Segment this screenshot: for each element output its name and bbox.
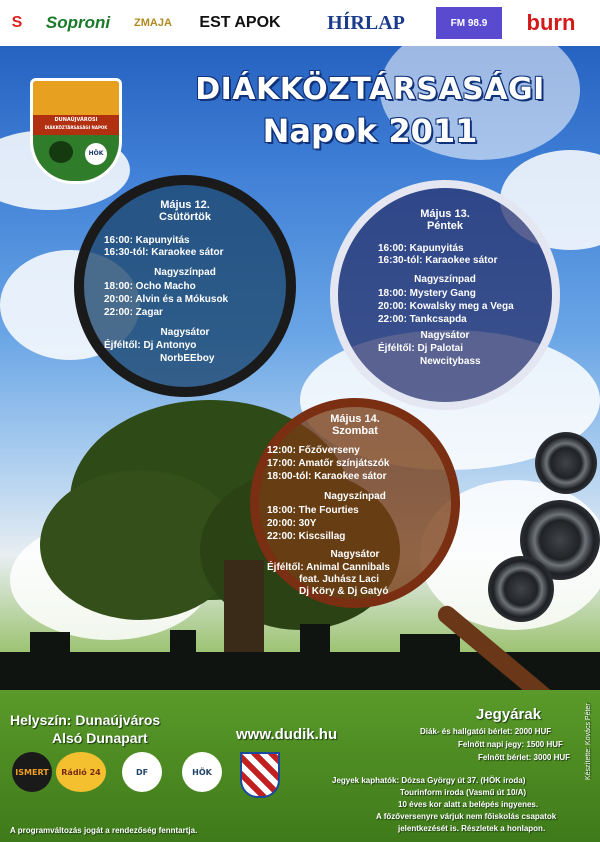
ticket-price: Diák- és hallgatói bérlet: 2000 HUF xyxy=(420,727,552,736)
day-date: Május 12. xyxy=(160,199,210,211)
schedule-item: 12:00: Főzőverseny xyxy=(267,445,360,456)
schedule-item: feat. Juhász Laci xyxy=(299,574,380,585)
partner-logo: DF xyxy=(122,752,162,792)
coat-of-arms-icon xyxy=(240,752,280,798)
tent-title: Nagysátor xyxy=(330,549,380,560)
schedule-item: Newcitybass xyxy=(420,356,481,367)
schedule-day-1 xyxy=(74,175,296,397)
schedule-item: 18:00-tól: Karaokee sátor xyxy=(267,471,387,482)
poster-title: DIÁKKÖZTÁRSASÁGI xyxy=(195,72,545,107)
schedule-item: 20:00: 30Y xyxy=(267,518,317,529)
sponsor-logo: Soproni xyxy=(45,13,111,32)
sponsor-logo: ZMAJA xyxy=(134,17,172,29)
speaker-graphic xyxy=(535,432,597,494)
schedule-item: Dj Köry & Dj Gatyó xyxy=(299,586,389,597)
festival-logo xyxy=(30,78,122,184)
schedule-item: 16:30-tól: Karaokee sátor xyxy=(104,247,224,258)
skyline-building xyxy=(170,630,196,656)
day-date: Május 14. xyxy=(330,413,380,425)
speaker-graphic xyxy=(488,556,554,622)
schedule-item: 16:00: Kapunyitás xyxy=(378,243,464,254)
stage-title: Nagyszínpad xyxy=(414,274,476,285)
logo-tree-icon xyxy=(49,141,73,163)
schedule-item: 16:30-tól: Karaokee sátor xyxy=(378,255,498,266)
sponsor-logo: EST APOK xyxy=(199,14,281,31)
schedule-item: 20:00: Alvin és a Mókusok xyxy=(104,294,229,305)
schedule-day-3 xyxy=(250,398,460,608)
stage-title: Nagyszínpad xyxy=(324,491,386,502)
day-date: Május 13. xyxy=(420,208,470,220)
schedule-item: 22:00: Kiscsillag xyxy=(267,531,346,542)
skyline-building xyxy=(30,632,70,656)
schedule-item: 20:00: Kowalsky meg a Vega xyxy=(378,301,514,312)
day-weekday: Péntek xyxy=(426,220,464,232)
partner-logo: HÖK xyxy=(182,752,222,792)
schedule-item: Éjféltől: Dj Antonyo xyxy=(104,340,197,351)
tent-title: Nagysátor xyxy=(160,327,210,338)
day-weekday: Csütörtök xyxy=(159,211,211,223)
ticket-price: Felnőtt napi jegy: 1500 HUF xyxy=(458,740,563,749)
schedule-item: 18:00: The Fourties xyxy=(267,505,359,516)
disclaimer: A programváltozás jogát a rendezőség fenntartja. xyxy=(10,826,198,835)
ticket-info: Tourinform iroda (Vasmű út 10/A) xyxy=(400,788,527,797)
schedule-item: 18:00: Ocho Macho xyxy=(104,281,196,292)
schedule-item: 17:00: Amatőr színjátszók xyxy=(267,458,390,469)
stage-title: Nagyszínpad xyxy=(154,267,216,278)
sponsor-logo: S xyxy=(11,14,23,31)
schedule-item: Éjféltől: Animal Cannibals xyxy=(267,562,390,573)
sponsor-logo: FM 98.9 xyxy=(436,7,502,39)
sponsor-bar xyxy=(0,0,600,46)
schedule-item: Éjféltől: Dj Palotai xyxy=(378,343,464,354)
logo-text: DIÁKKÖZTÁRSASÁGI NAPOK xyxy=(44,125,108,130)
venue-place: Alsó Dunapart xyxy=(52,730,148,746)
day-weekday: Szombat xyxy=(332,425,378,437)
schedule-item: 22:00: Tankcsapda xyxy=(378,314,467,325)
ticket-info: jelentkezését is. Részletek a honlapon. xyxy=(398,824,546,833)
partner-logo: ISMERT xyxy=(12,752,52,792)
skyline-building xyxy=(400,634,460,656)
ticket-info: Jegyek kaphatók: Dózsa György út 37. (HÖK iroda) xyxy=(332,776,526,785)
logo-badge: HÖK xyxy=(85,143,107,165)
skyline-building xyxy=(300,624,330,656)
logo-text: DUNAÚJVÁROSI xyxy=(54,117,98,123)
schedule-item: 16:00: Kapunyitás xyxy=(104,235,190,246)
partner-logo: Rádió 24 xyxy=(56,752,106,792)
poster-subtitle: Napok 2011 xyxy=(262,112,478,150)
tent-title: Nagysátor xyxy=(420,330,470,341)
tickets-title: Jegyárak xyxy=(476,706,542,723)
venue-city: Helyszín: Dunaújváros xyxy=(10,712,161,728)
credit: Készítette: Kovács Péter xyxy=(585,703,592,780)
sponsor-logo: HÍRLAP xyxy=(327,11,405,34)
schedule-day-2 xyxy=(330,180,560,410)
ticket-info: 10 éves kor alatt a belépés ingyenes. xyxy=(398,800,539,809)
schedule-item: 22:00: Zagar xyxy=(104,307,163,318)
schedule-item: NorbEEboy xyxy=(160,353,215,364)
schedule-item: 18:00: Mystery Gang xyxy=(378,288,476,299)
sponsor-logo: burn xyxy=(526,10,576,35)
website-link[interactable]: www.dudik.hu xyxy=(236,726,338,743)
ticket-info: A főzőversenyre várjuk nem főiskolás csapatok xyxy=(376,812,557,821)
ticket-price: Felnőtt bérlet: 3000 HUF xyxy=(478,753,571,762)
